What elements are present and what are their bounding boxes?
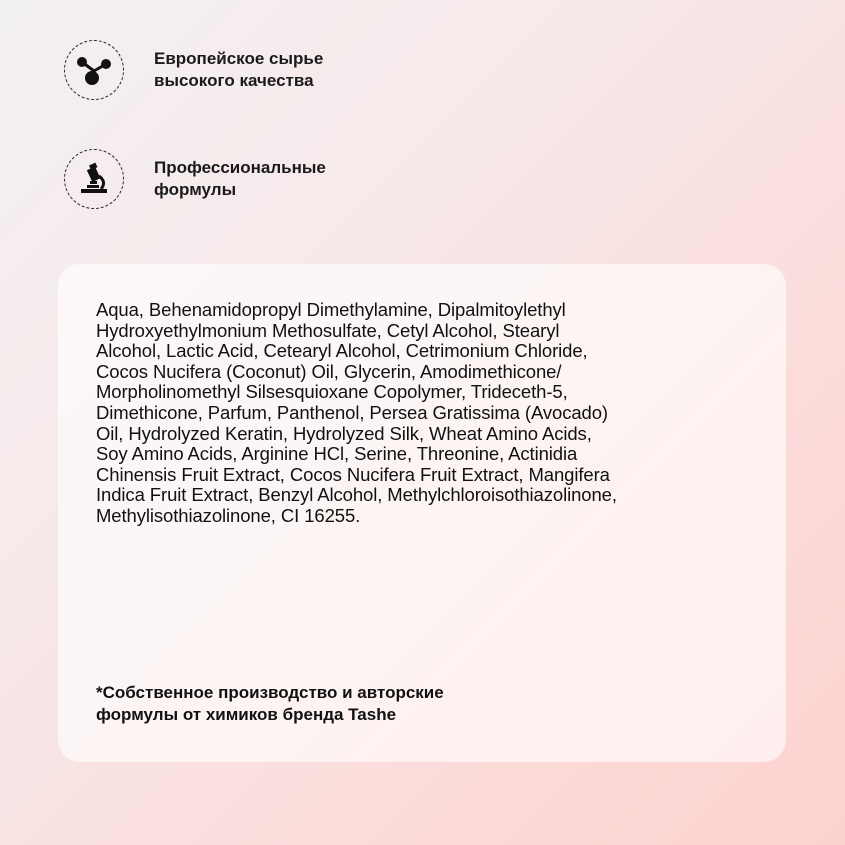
feature-professional-formulas — [64, 149, 414, 209]
ingredients-line: Methylisothiazolinone, CI 16255. — [96, 504, 361, 526]
ingredients-line: Dimethicone, Parfum, Panthenol, Persea Gratissima (Avocado) — [96, 401, 608, 423]
ingredients-line: Aqua, Behenamidopropyl Dimethylamine, Dipalmitoylethyl — [96, 299, 566, 320]
microscope-icon — [77, 162, 111, 196]
feature-european-raw-materials — [64, 40, 414, 100]
microscope-badge — [64, 149, 124, 209]
ingredients-line: Cocos Nucifera (Coconut) Oil, Glycerin, Amodimethicone/ — [96, 360, 562, 382]
ingredients-line: Alcohol, Lactic Acid, Cetearyl Alcohol, Cetrimonium Chloride, — [96, 340, 588, 362]
feature-label-line: формулы — [154, 180, 237, 199]
feature-label-line: Профессиональные — [154, 158, 326, 177]
ingredients-list — [96, 300, 761, 527]
feature-label-line: высокого качества — [154, 71, 314, 90]
ingredients-line: Morpholinomethyl Silsesquioxane Copolymer, Trideceth-5, — [96, 381, 568, 403]
footnote-line: *Собственное производство и авторские — [96, 683, 444, 702]
ingredients-line: Indica Fruit Extract, Benzyl Alcohol, Methylchloroisothiazolinone, — [96, 484, 617, 506]
ingredients-line: Chinensis Fruit Extract, Cocos Nucifera Fruit Extract, Mangifera — [96, 463, 610, 485]
ingredients-line: Hydroxyethylmonium Methosulfate, Cetyl Alcohol, Stearyl — [96, 319, 560, 341]
ingredients-line: Oil, Hydrolyzed Keratin, Hydrolyzed Silk, Wheat Amino Acids, — [96, 422, 592, 444]
molecule-icon — [73, 53, 115, 87]
feature-label-line: Европейское сырье — [154, 49, 324, 68]
feature-label — [154, 48, 414, 92]
ingredients-line: Soy Amino Acids, Arginine HCl, Serine, Threonine, Actinidia — [96, 443, 578, 465]
footnote-line: формулы от химиков бренда Tashe — [96, 705, 397, 724]
footnote — [96, 682, 696, 726]
molecule-badge — [64, 40, 124, 100]
feature-label — [154, 157, 414, 201]
ingredients-panel — [58, 264, 786, 762]
